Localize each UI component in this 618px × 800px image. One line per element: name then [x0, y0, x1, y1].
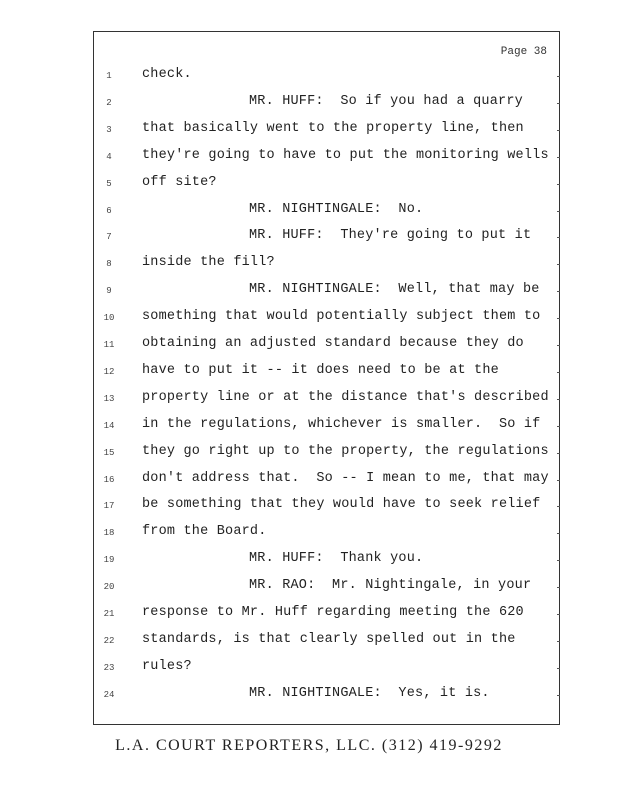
line-text: be something that they would have to seek relief	[142, 497, 541, 513]
line-text: MR. HUFF: They're going to put it	[249, 228, 532, 244]
line-number: 10	[103, 313, 115, 324]
line-number: 1	[106, 71, 112, 81]
margin-tick	[557, 130, 560, 131]
margin-tick	[557, 103, 560, 104]
line-number: 22	[103, 635, 115, 646]
margin-tick	[557, 533, 560, 534]
transcript-line	[94, 67, 559, 87]
line-number: 2	[106, 97, 112, 108]
line-number: 18	[103, 528, 115, 539]
margin-tick	[557, 668, 560, 669]
transcript-line	[94, 686, 559, 706]
margin-tick	[557, 211, 560, 212]
margin-tick	[557, 399, 560, 400]
margin-tick	[557, 264, 560, 265]
transcript-line	[94, 121, 559, 141]
margin-tick	[557, 76, 560, 77]
line-number: 11	[103, 340, 115, 350]
transcript-line	[94, 551, 559, 571]
line-number: 20	[103, 582, 115, 593]
transcript-line	[94, 175, 559, 195]
margin-tick	[557, 291, 560, 292]
line-text: check.	[142, 67, 192, 82]
transcript-line	[94, 471, 559, 491]
line-number: 5	[106, 178, 112, 189]
margin-tick	[557, 426, 560, 427]
line-number: 4	[106, 151, 112, 162]
line-number: 19	[103, 555, 115, 566]
line-text: off site?	[142, 174, 217, 190]
line-text: property line or at the distance that's described	[142, 389, 549, 405]
line-number: 6	[106, 205, 112, 216]
line-text: MR. HUFF: So if you had a quarry	[249, 93, 523, 109]
margin-tick	[557, 587, 560, 588]
margin-tick	[557, 614, 560, 615]
transcript-line	[94, 336, 559, 356]
transcript-line	[94, 632, 559, 652]
line-number: 15	[103, 447, 115, 458]
transcript-line	[94, 524, 559, 544]
margin-tick	[557, 157, 560, 158]
line-text: response to Mr. Huff regarding meeting the 620	[142, 605, 524, 620]
transcript-line	[94, 605, 559, 625]
line-text: standards, is that clearly spelled out in the	[142, 631, 516, 647]
line-text: inside the fill?	[142, 255, 275, 271]
margin-tick	[557, 506, 560, 507]
margin-tick	[557, 184, 560, 185]
transcript-line	[94, 444, 559, 464]
margin-tick	[557, 237, 560, 238]
page-number: Page 38	[500, 46, 547, 58]
transcript-line	[94, 94, 559, 114]
line-text: MR. RAO: Mr. Nightingale, in your	[249, 578, 532, 594]
line-text: they're going to have to put the monitoring wells	[142, 147, 549, 163]
line-text: have to put it -- it does need to be at the	[142, 362, 499, 378]
line-number: 8	[106, 259, 112, 270]
line-text: MR. HUFF: Thank you.	[249, 551, 424, 567]
transcript-line	[94, 659, 559, 679]
line-text: MR. NIGHTINGALE: Well, that may be	[249, 282, 540, 298]
transcript-line	[94, 578, 559, 598]
margin-tick	[557, 560, 560, 561]
line-text: in the regulations, whichever is smaller. So if	[142, 416, 541, 432]
transcript-line	[94, 417, 559, 437]
transcript-line	[94, 282, 559, 302]
margin-tick	[557, 345, 560, 346]
transcript-line	[94, 363, 559, 383]
margin-tick	[557, 641, 560, 642]
line-number: 9	[106, 286, 112, 297]
line-text: that basically went to the property line, then	[142, 120, 524, 136]
line-text: rules?	[142, 658, 192, 674]
margin-tick	[557, 372, 560, 373]
transcript-line	[94, 148, 559, 168]
line-text: MR. NIGHTINGALE: No.	[249, 201, 424, 217]
line-number: 23	[103, 662, 115, 673]
line-text: obtaining an adjusted standard because they do	[142, 336, 524, 351]
line-number: 17	[103, 501, 115, 512]
line-number: 13	[103, 393, 115, 404]
line-number: 16	[103, 474, 115, 485]
transcript-line	[94, 390, 559, 410]
line-number: 12	[103, 366, 115, 377]
reporter-footer: L.A. COURT REPORTERS, LLC. (312) 419-9292	[115, 737, 503, 754]
transcript-line	[94, 255, 559, 275]
line-number: 21	[103, 609, 115, 619]
margin-tick	[557, 480, 560, 481]
line-text: they go right up to the property, the regulations	[142, 443, 549, 459]
line-text: don't address that. So -- I mean to me, that may	[142, 470, 549, 486]
transcript-line	[94, 309, 559, 329]
transcript-page	[93, 31, 560, 725]
line-number: 7	[106, 232, 112, 243]
line-number: 3	[106, 124, 112, 135]
line-number: 24	[103, 689, 115, 700]
transcript-line	[94, 202, 559, 222]
transcript-line	[94, 228, 559, 248]
margin-tick	[557, 695, 560, 696]
line-text: something that would potentially subject them to	[142, 309, 541, 325]
line-text: MR. NIGHTINGALE: Yes, it is.	[249, 685, 490, 701]
line-number: 14	[103, 420, 115, 431]
line-text: from the Board.	[142, 524, 267, 540]
transcript-line	[94, 497, 559, 517]
margin-tick	[557, 453, 560, 454]
margin-tick	[557, 318, 560, 319]
